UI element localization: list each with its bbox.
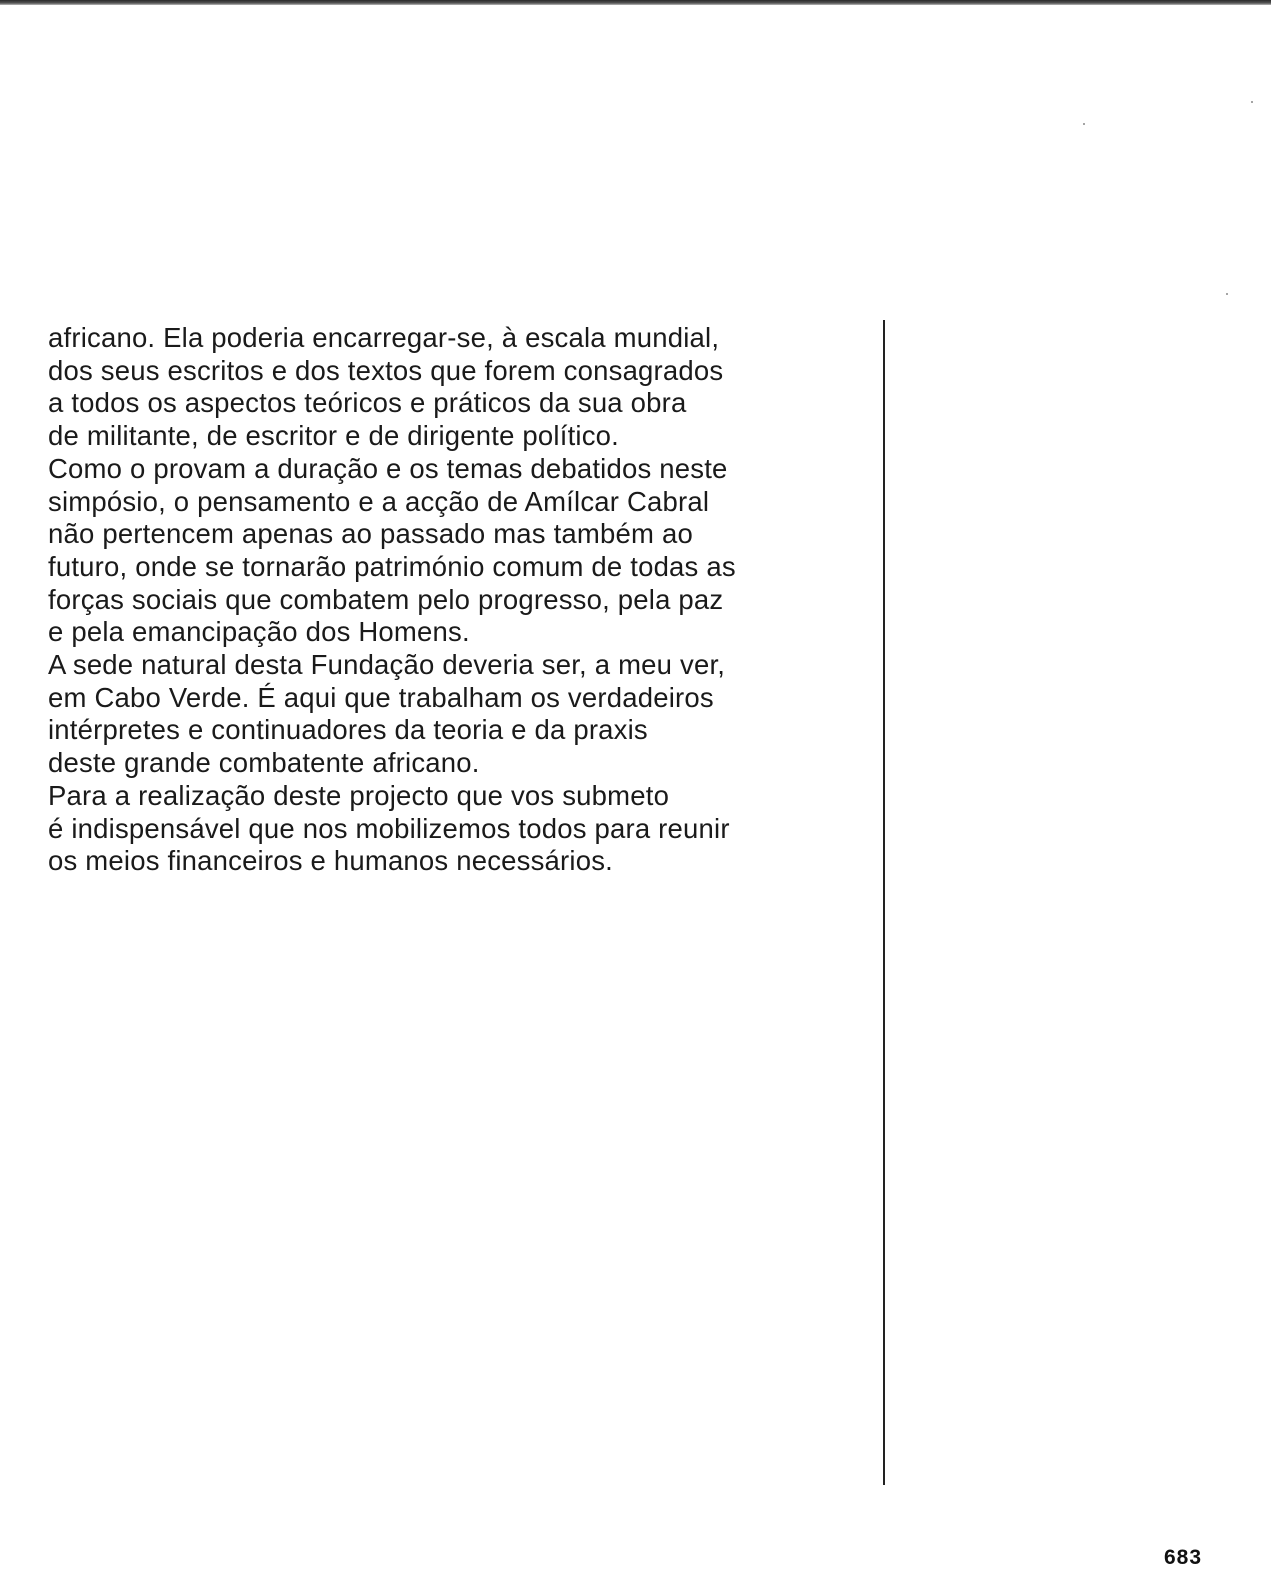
text-line: de militante, de escritor e de dirigente político.: [48, 420, 619, 452]
body-text: [48, 322, 878, 878]
text-line: não pertencem apenas ao passado mas também ao: [48, 518, 693, 550]
text-line: em Cabo Verde. É aqui que trabalham os verdadeiros: [48, 681, 714, 713]
text-line: é indispensável que nos mobilizemos todos para reunir: [48, 812, 730, 844]
text-line: a todos os aspectos teóricos e práticos da sua obra: [48, 387, 687, 419]
scan-speck: [1226, 293, 1228, 295]
text-line: africano. Ela poderia encarregar-se, à escala mundial,: [48, 322, 720, 353]
text-line: deste grande combatente africano.: [48, 747, 480, 779]
scan-top-border: [0, 0, 1271, 5]
text-line: dos seus escritos e dos textos que forem consagrados: [48, 354, 724, 386]
column-rule: [883, 320, 885, 1485]
text-line: e pela emancipação dos Homens.: [48, 616, 470, 648]
scan-speck: [1083, 123, 1085, 125]
text-line: simpósio, o pensamento e a acção de Amílcar Cabral: [48, 485, 710, 517]
text-line: os meios financeiros e humanos necessários.: [48, 845, 613, 877]
page-number: 683: [1164, 1546, 1203, 1569]
text-line: Para a realização deste projecto que vos submeto: [48, 779, 670, 811]
scan-speck: [1251, 101, 1253, 103]
text-line: A sede natural desta Fundação deveria ser, a meu ver,: [48, 649, 726, 681]
text-line: forças sociais que combatem pelo progresso, pela paz: [48, 583, 724, 615]
text-line: Como o provam a duração e os temas debatidos neste: [48, 452, 728, 484]
text-line: intérpretes e continuadores da teoria e da praxis: [48, 714, 648, 746]
text-line: futuro, onde se tornarão património comum de todas as: [48, 550, 736, 582]
